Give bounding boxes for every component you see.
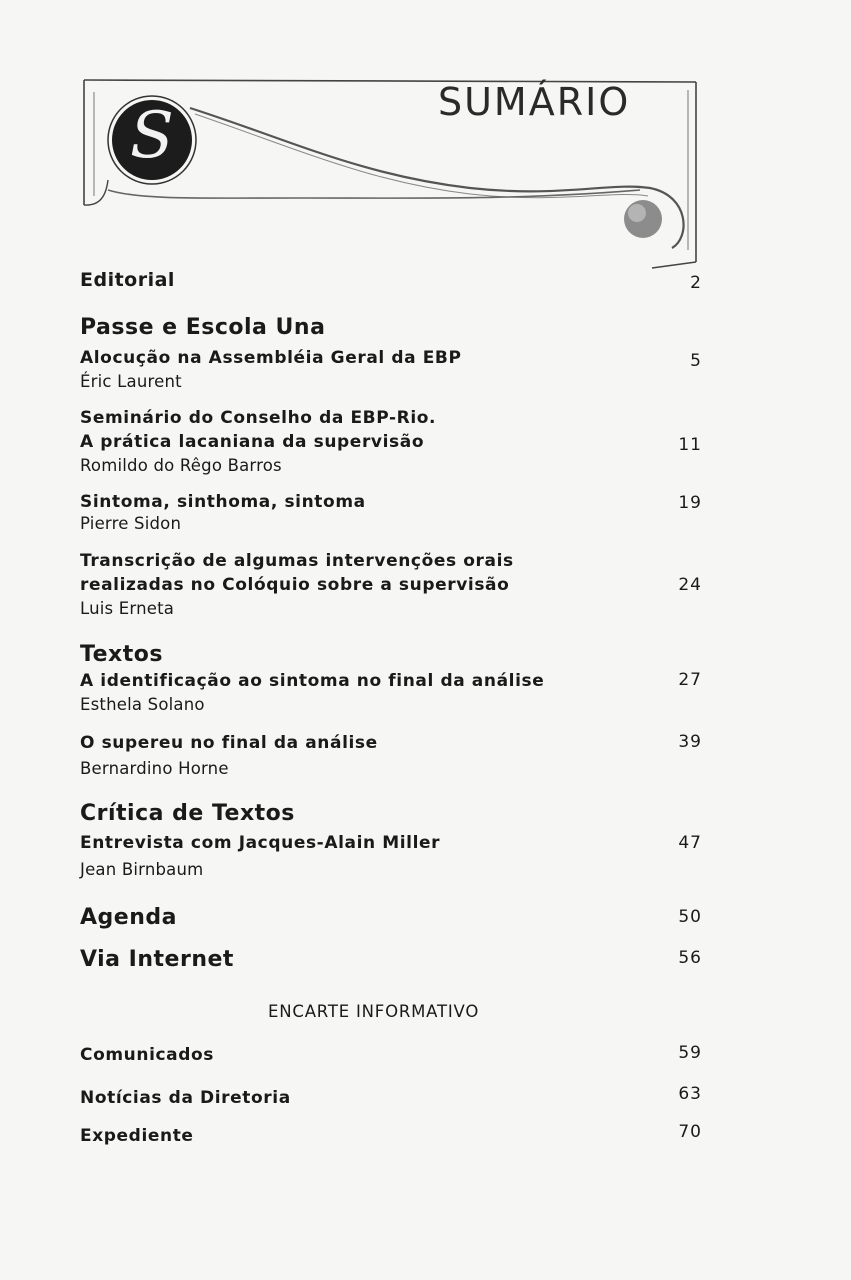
page-number: 2 bbox=[690, 273, 702, 293]
page-number: 19 bbox=[678, 493, 702, 513]
section-heading: Agenda bbox=[80, 905, 177, 930]
toc-item-title: Seminário do Conselho da EBP-Rio. bbox=[80, 408, 437, 428]
logo-letter: S bbox=[130, 99, 174, 173]
page-number: 50 bbox=[678, 907, 702, 927]
page-number: 59 bbox=[678, 1043, 702, 1063]
toc-item-author: Jean Birnbaum bbox=[80, 860, 204, 879]
toc-item-author: Esthela Solano bbox=[80, 695, 205, 714]
toc-item-author: Luis Erneta bbox=[80, 599, 175, 618]
ornament-ball-icon bbox=[624, 200, 662, 238]
encarte-heading: ENCARTE INFORMATIVO bbox=[268, 1002, 480, 1021]
toc-item-title: Notícias da Diretoria bbox=[80, 1088, 291, 1108]
toc-editorial: Editorial bbox=[80, 269, 175, 291]
page-number: 24 bbox=[678, 575, 702, 595]
toc-item-title: Expediente bbox=[80, 1126, 194, 1146]
page-number: 63 bbox=[678, 1084, 702, 1104]
toc-item-title: Comunicados bbox=[80, 1045, 215, 1065]
toc-item-author: Pierre Sidon bbox=[80, 514, 182, 533]
page-number: 11 bbox=[678, 435, 702, 455]
section-heading: Textos bbox=[80, 642, 163, 667]
toc-item-author: Bernardino Horne bbox=[80, 759, 229, 778]
toc-item-title: A identificação ao sintoma no final da análise bbox=[80, 671, 545, 691]
section-heading: Passe e Escola Una bbox=[80, 315, 326, 340]
toc-item-title: realizadas no Colóquio sobre a supervisão bbox=[80, 575, 510, 595]
toc-item-title: O supereu no final da análise bbox=[80, 733, 378, 753]
page-number: 56 bbox=[678, 948, 702, 968]
page-number: 70 bbox=[678, 1122, 702, 1142]
toc-item-title: A prática lacaniana da supervisão bbox=[80, 432, 425, 452]
toc-item-author: Romildo do Rêgo Barros bbox=[80, 456, 282, 475]
toc-item-title: Alocução na Assembléia Geral da EBP bbox=[80, 348, 462, 368]
page-number: 5 bbox=[690, 351, 702, 371]
page-number: 39 bbox=[678, 732, 702, 752]
page-number: 47 bbox=[678, 833, 702, 853]
section-heading: Via Internet bbox=[80, 947, 234, 972]
section-heading: Crítica de Textos bbox=[80, 801, 295, 826]
page-title: SUMÁRIO bbox=[438, 80, 631, 124]
toc-item-title: Entrevista com Jacques-Alain Miller bbox=[80, 833, 441, 853]
toc-item-title: Transcrição de algumas intervenções orais bbox=[80, 551, 514, 571]
page-number: 27 bbox=[678, 670, 702, 690]
header-ornament bbox=[0, 0, 851, 293]
toc-item-author: Éric Laurent bbox=[80, 372, 182, 391]
toc-item-title: Sintoma, sinthoma, sintoma bbox=[80, 492, 366, 512]
